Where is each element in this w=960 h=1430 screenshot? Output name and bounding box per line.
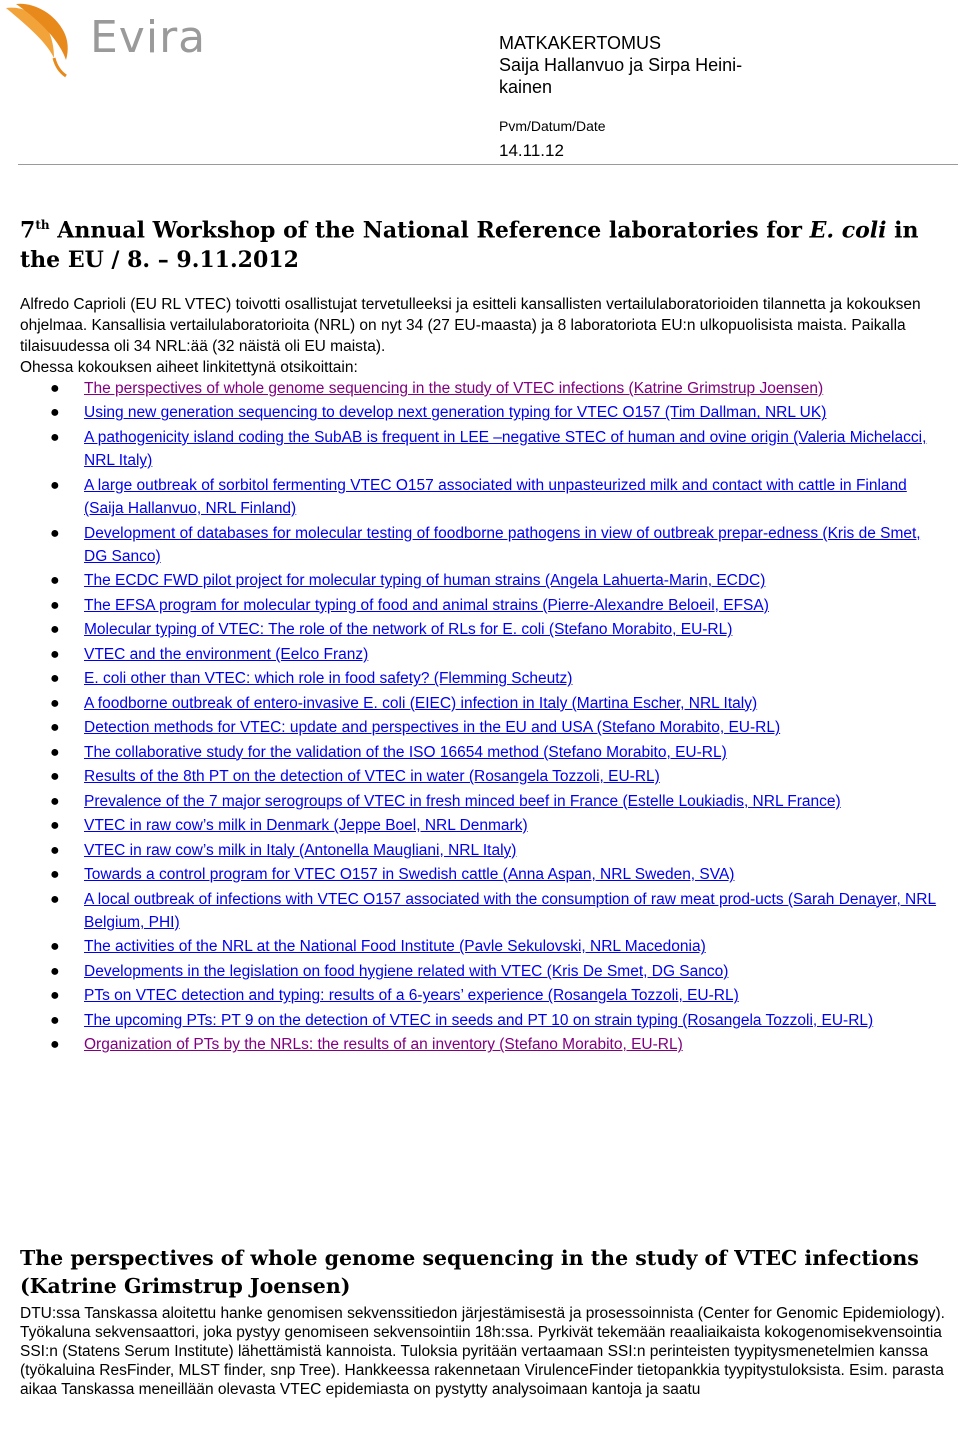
list-item bbox=[20, 863, 945, 886]
list-item bbox=[20, 569, 945, 592]
bullet-icon: ● bbox=[50, 428, 60, 446]
header-divider bbox=[18, 164, 958, 165]
bullet-icon: ● bbox=[50, 476, 60, 494]
authors-line-2: kainen bbox=[499, 77, 553, 97]
list-item bbox=[20, 667, 945, 690]
logo-wordmark: Evira bbox=[90, 12, 207, 63]
topic-link[interactable]: Results of the 8th PT on the detection of VTEC in water (Rosangela Tozzoli, EU-RL) bbox=[84, 768, 660, 786]
bullet-icon: ● bbox=[50, 817, 60, 835]
bullet-icon: ● bbox=[50, 645, 60, 663]
date-label: Pvm/Datum/Date bbox=[499, 118, 606, 134]
intro-paragraph: Alfredo Caprioli (EU RL VTEC) toivotti osallistujat tervetulleeksi ja esitteli kansallisten vertailulaboratorioiden tilannetta ja kokouksen ohjelmaa. Kansallisia vertailulaboratorioita (NRL) on nyt 34 (27 EU-maasta) ja 8 laboratoriota EU:n ulkopuolisista maista. Paikalla tilaisuudessa oli 34 NRL:ää (32 näistä oli EU maista). bbox=[20, 296, 921, 355]
list-item bbox=[20, 1033, 945, 1056]
bullet-icon: ● bbox=[50, 380, 60, 397]
topic-link[interactable]: Towards a control program for VTEC O157 in Swedish cattle (Anna Aspan, NRL Sweden, SVA) bbox=[84, 866, 735, 884]
bullet-icon: ● bbox=[50, 743, 60, 761]
topic-link[interactable]: The perspectives of whole genome sequencing in the study of VTEC infections (Katrine Grimstrup Joensen) bbox=[84, 380, 824, 397]
evira-leaf-icon bbox=[2, 2, 92, 78]
bullet-icon: ● bbox=[50, 841, 60, 859]
list-item bbox=[20, 814, 945, 837]
title-ordinal-suffix: th bbox=[35, 218, 50, 232]
topic-link[interactable]: VTEC in raw cow’s milk in Italy (Antonella Maugliani, NRL Italy) bbox=[84, 841, 517, 859]
page-title bbox=[20, 210, 945, 275]
bullet-icon: ● bbox=[50, 768, 60, 786]
topic-link[interactable]: Developments in the legislation on food hygiene related with VTEC (Kris De Smet, DG Sanco) bbox=[84, 962, 729, 980]
topic-link[interactable]: A foodborne outbreak of entero-invasive E. coli (EIEC) infection in Italy (Martina Escher, NRL Italy) bbox=[84, 694, 758, 712]
list-item bbox=[20, 643, 945, 666]
topic-link[interactable]: Using new generation sequencing to develop next generation typing for VTEC O157 (Tim Dallman, NRL UK) bbox=[84, 404, 827, 422]
document-type: MATKAKERTOMUS bbox=[499, 33, 662, 53]
title-text-post: in the EU / 8. – 9.11.2012 bbox=[20, 217, 919, 274]
title-text-pre: Annual Workshop of the National Reference laboratories for bbox=[49, 217, 810, 244]
list-item bbox=[20, 474, 945, 521]
document-header bbox=[499, 32, 742, 98]
intro-text bbox=[20, 294, 945, 378]
bullet-icon: ● bbox=[50, 938, 60, 956]
topic-link[interactable]: The ECDC FWD pilot project for molecular typing of human strains (Angela Lahuerta-Marin, ECDC) bbox=[84, 572, 766, 590]
topic-link[interactable]: The EFSA program for molecular typing of food and animal strains (Pierre-Alexandre Beloeil, EFSA) bbox=[84, 596, 769, 614]
list-item bbox=[20, 692, 945, 715]
topic-link[interactable]: The collaborative study for the validation of the ISO 16654 method (Stefano Morabito, EU-RL) bbox=[84, 743, 727, 761]
list-item bbox=[20, 594, 945, 617]
topics-list bbox=[20, 377, 945, 1058]
topic-link[interactable]: PTs on VTEC detection and typing: results of a 6-years’ experience (Rosangela Tozzoli, EU-RL) bbox=[84, 987, 739, 1005]
list-item bbox=[20, 839, 945, 862]
bullet-icon: ● bbox=[50, 792, 60, 810]
bullet-icon: ● bbox=[50, 572, 60, 590]
list-item bbox=[20, 960, 945, 983]
list-item bbox=[20, 790, 945, 813]
topic-link[interactable]: Development of databases for molecular testing of foodborne pathogens in view of outbreak prepar-edness (Kris de Smet, DG Sanco) bbox=[84, 524, 921, 565]
topic-link[interactable]: Prevalence of the 7 major serogroups of VTEC in fresh minced beef in France (Estelle Loukiadis, NRL France) bbox=[84, 792, 841, 810]
title-ordinal: 7 bbox=[20, 217, 36, 244]
bullet-icon: ● bbox=[50, 987, 60, 1005]
list-item bbox=[20, 716, 945, 739]
bullet-icon: ● bbox=[50, 1011, 60, 1029]
bullet-icon: ● bbox=[50, 866, 60, 884]
list-item bbox=[20, 426, 945, 473]
bullet-icon: ● bbox=[50, 524, 60, 542]
list-item bbox=[20, 935, 945, 958]
bullet-icon: ● bbox=[50, 694, 60, 712]
title-text-italic: E. coli bbox=[809, 217, 887, 244]
section-body: DTU:ssa Tanskassa aloitettu hanke genomisen sekvenssitiedon järjestämisestä ja prosessoinnista (Center for Genomic Epidemiology). Työkaluna sekvensaattori, joka pystyy genomiseen sekvensointiin 18h:ssa. Pyrkivät tekemään reaaliaikaista kokogenomisekvensointia SSI:n (Statens Serum Institute) lähettämistä kannoista. Tuloksia pyritään vertaamaan SSI:n perinteisten tyypitysmenetelmien kanssa (työkaluina ResFinder, MLST finder, snp Tree). Hankkeessa rakennetaan VirulenceFinder tietopankkia tyypitystuloksista. Esim. parasta aikaa Tanskassa meneillään olevasta VTEC epidemiasta on pystytty analysoimaan kantoja ja saatu bbox=[20, 1305, 945, 1398]
topic-link[interactable]: Molecular typing of VTEC: The role of the network of RLs for E. coli (Stefano Morabito, EU-RL) bbox=[84, 621, 733, 639]
bullet-icon: ● bbox=[50, 1036, 60, 1054]
topic-link[interactable]: E. coli other than VTEC: which role in food safety? (Flemming Scheutz) bbox=[84, 670, 573, 688]
list-item bbox=[20, 401, 945, 424]
bullet-icon: ● bbox=[50, 596, 60, 614]
list-item bbox=[20, 741, 945, 764]
list-item bbox=[20, 618, 945, 641]
topic-link[interactable]: The upcoming PTs: PT 9 on the detection of VTEC in seeds and PT 10 on strain typing (Rosangela Tozzoli, EU-RL) bbox=[84, 1011, 874, 1029]
bullet-icon: ● bbox=[50, 962, 60, 980]
topic-link[interactable]: VTEC in raw cow’s milk in Denmark (Jeppe Boel, NRL Denmark) bbox=[84, 817, 528, 835]
list-item bbox=[20, 1009, 945, 1032]
bullet-icon: ● bbox=[50, 719, 60, 737]
authors-line-1: Saija Hallanvuo ja Sirpa Heini- bbox=[499, 55, 743, 75]
list-item bbox=[20, 984, 945, 1007]
topic-link[interactable]: A local outbreak of infections with VTEC O157 associated with the consumption of raw meat prod-ucts (Sarah Denayer, NRL Belgium, PHI) bbox=[84, 890, 937, 931]
bullet-icon: ● bbox=[50, 890, 60, 908]
evira-logo bbox=[2, 2, 222, 78]
bullet-icon: ● bbox=[50, 404, 60, 422]
list-item bbox=[20, 377, 945, 400]
date-value: 14.11.12 bbox=[499, 141, 564, 160]
topics-lead: Ohessa kokouksen aiheet linkitettynä otsikoittain: bbox=[20, 359, 358, 376]
topic-link[interactable]: VTEC and the environment (Eelco Franz) bbox=[84, 645, 369, 663]
list-item bbox=[20, 888, 945, 935]
topic-link[interactable]: Organization of PTs by the NRLs: the results of an inventory (Stefano Morabito, EU-RL) bbox=[84, 1036, 683, 1054]
topic-link[interactable]: Detection methods for VTEC: update and perspectives in the EU and USA (Stefano Morabito, EU-RL) bbox=[84, 719, 781, 737]
bullet-icon: ● bbox=[50, 621, 60, 639]
list-item bbox=[20, 522, 945, 569]
bullet-icon: ● bbox=[50, 670, 60, 688]
topic-link[interactable]: A large outbreak of sorbitol fermenting VTEC O157 associated with unpasteurized milk and contact with cattle in Finland (Saija Hallanvuo, NRL Finland) bbox=[84, 476, 907, 518]
topic-link[interactable]: A pathogenicity island coding the SubAB is frequent in LEE –negative STEC of human and ovine origin (Valeria Michelacci, NRL Italy) bbox=[84, 428, 927, 470]
section-heading: The perspectives of whole genome sequencing in the study of VTEC infections (Katrine Grimstrup Joensen) bbox=[20, 1246, 919, 1298]
list-item bbox=[20, 765, 945, 788]
topic-link[interactable]: The activities of the NRL at the National Food Institute (Pavle Sekulovski, NRL Macedonia) bbox=[84, 938, 706, 956]
